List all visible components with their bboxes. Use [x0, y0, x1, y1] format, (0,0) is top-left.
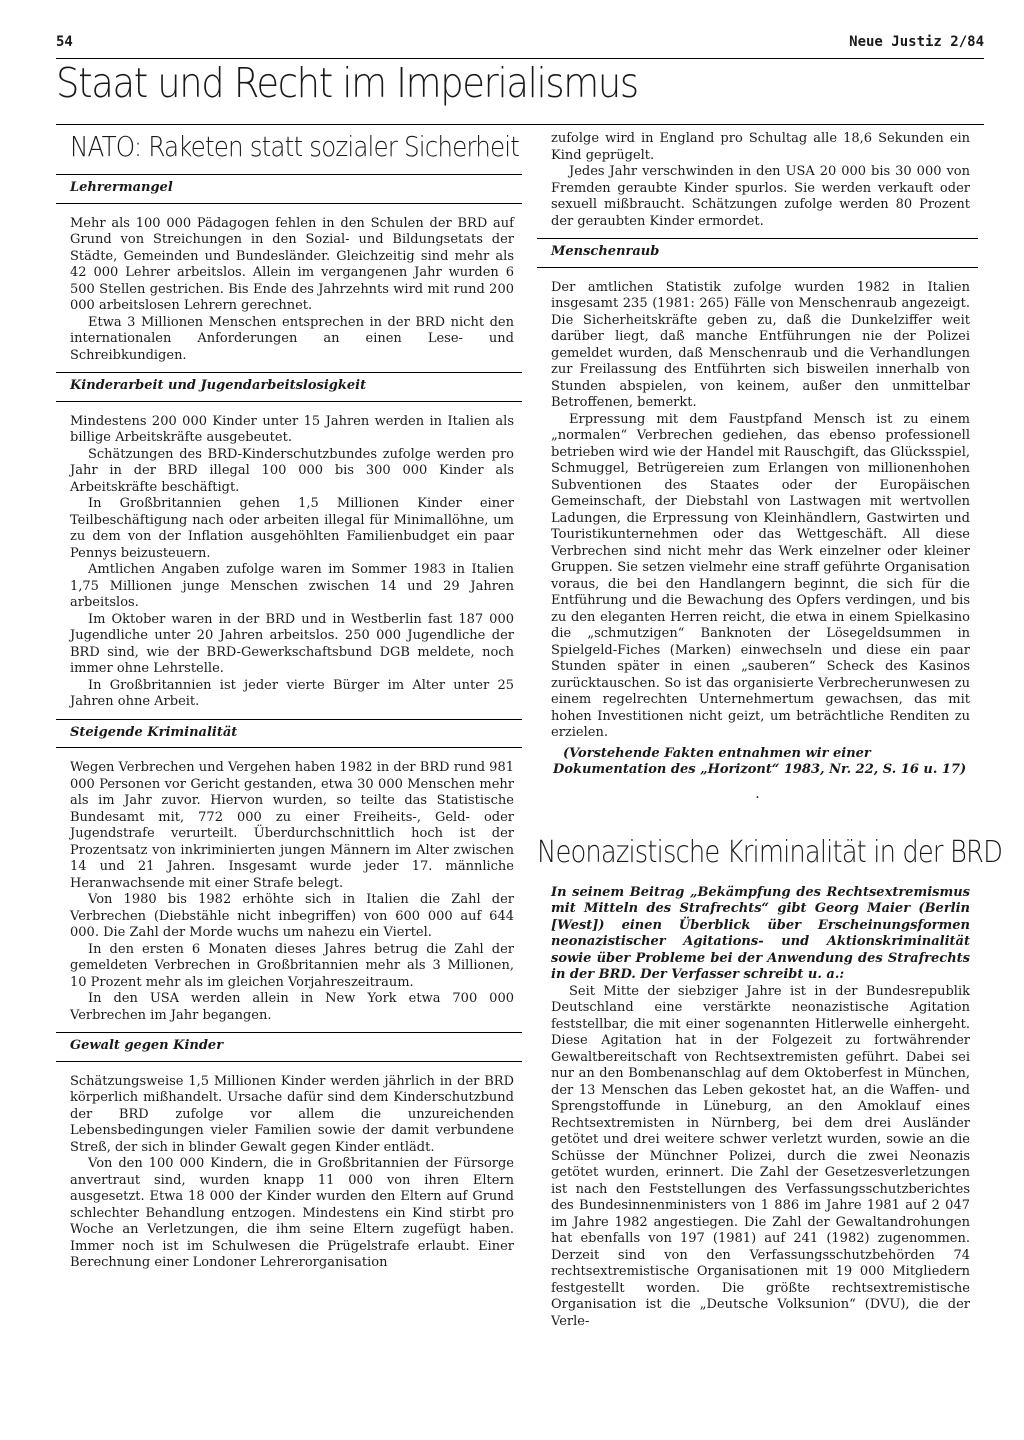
separator-dot-icon: ·: [755, 789, 760, 806]
paragraph: Schätzungen des BRD-Kinderschutzbundes zufolge werden pro Jahr in der BRD illegal 100 000 bis 300 000 Kinder als Arbeitskräfte beschäftigt.: [70, 446, 514, 495]
paragraph: Von den 100 000 Kindern, die in Großbritannien der Fürsorge anvertraut sind, wurden knapp 11 000 von ihren Eltern ausgesetzt. Etwa 18 000 der Kinder wurden den Eltern auf Grund schlechter Behandlung entzogen. Mindestens ein Kind stirbt pro Woche an Verletzungen, die ihm seine Eltern zugefügt haben. Immer noch ist im Schulwesen die Prügelstrafe erlaubt. Einer Berechnung einer Londoner Lehrerorganisation: [70, 1156, 514, 1270]
paragraph: In Großbritannien gehen 1,5 Millionen Kinder einer Teilbeschäftigung nach oder arbeiten illegal für Minimallöhne, um zu dem von der Inflation ausgehöhlten Familienbudget ein paar Pennys beizusteuern.: [70, 496, 514, 561]
paragraph: In den ersten 6 Monaten dieses Jahres betrug die Zahl der gemeldeten Verbrechen in Großbritannien mehr als 3 Millionen, 10 Prozent mehr als im gleichen Vorjahreszeitraum.: [70, 941, 514, 990]
section-title: Staat und Recht im Imperialismus: [56, 59, 638, 107]
subheading: Lehrermangel: [56, 174, 522, 204]
section-body: [56, 216, 522, 365]
paragraph: Wegen Verbrechen und Vergehen haben 1982 in der BRD rund 981 000 Personen vor Gericht gestanden, etwa 30 000 Menschen mehr als im Jahr zuvor. Hiervon wurden, so teilte das Statistische Bundesamt mit, 772 000 zu einer Freiheits-, Geld- oder Jugendstrafe verurteilt. Überdurchschnittlich hoch ist der Prozentsatz von inkriminierten jungen Männern im Alter zwischen 14 und 21 Jahren. Insgesamt wurde jeder 17. männliche Heranwachsende mit einer Strafe belegt.: [70, 760, 514, 891]
article-title: NATO: Raketen statt sozialer Sicherheit: [70, 130, 520, 163]
right-column: [537, 131, 1003, 1330]
section-body: [56, 414, 522, 711]
article-body: [537, 885, 978, 1331]
subheading: Steigende Kriminalität: [56, 719, 522, 749]
paragraph: Etwa 3 Millionen Menschen entsprechen in der BRD nicht den internationalen Anforderungen an einen Lese- und Schreibkundigen.: [70, 314, 514, 363]
source-note: (Vorstehende Fakten entnahmen wir einer Dokumentation des „Horizont“ 1983, Nr. 22, S. 16 u. 17): [553, 745, 967, 777]
paragraph: Amtlichen Angaben zufolge waren im Sommer 1983 in Italien 1,75 Millionen junge Menschen zwischen 14 und 29 Jahren arbeitslos.: [70, 562, 514, 610]
section-body: [537, 280, 978, 742]
title-rule: [56, 124, 984, 125]
paragraph: Von 1980 bis 1982 erhöhte sich in Italien die Zahl der Verbrechen (Diebstähle nicht inbegriffen) von 600 000 auf 644 000. Die Zahl der Morde wuchs um nahezu ein Viertel.: [70, 892, 514, 940]
paragraph: Erpressung mit dem Faustpfand Mensch ist zu einem „normalen“ Verbrechen gediehen, das ebenso professionell betrieben wird wie der Handel mit Rauschgift, das Glücksspiel, Schmuggel, Betrügereien zum Erlangen von millionenhohen Subventionen des Staates oder der Europäischen Gemeinschaft, der Diebstahl von Lastwagen mit wertvollen Ladungen, die Erpressung von Kleinhändlern, Gastwirten und Touristikunternehmen oder das Wettgeschäft. All diese Verbrechen sind nicht mehr das Werk einzelner oder kleiner Gruppen. Sie setzen vielmehr eine straff geführte Organisation voraus, die bei den Handlangern beginnt, die sich für die Entführung und die Bewachung des Opfers verdingen, und bis zu den eleganten Herren reicht, die etwa in einem Spielkasino die „schmutzigen“ Banknoten der Lösegeldsummen in Spielgeld-Fiches (Marken) einwechseln und diese ein paar Stunden später in einen „sauberen“ Scheck des Kasinos zurücktauschen. So ist das organisierte Verbrecherunwesen zu einem regelrechten Unternehmertum gewachsen, das mit hohen Investitionen nicht geizt, um beträchtliche Renditen zu erzielen.: [551, 411, 970, 740]
lead-paragraph: In seinem Beitrag „Bekämpfung des Rechtsextremismus mit Mitteln des Strafrechts“ gibt Georg Maier (Berlin [West]) einen Überblick über Erscheinungsformen neonazistischer Agitations- und Aktionskriminalität sowie über Probleme bei der Anwendung des Strafrechts in der BRD. Der Verfasser schreibt u. a.:: [551, 884, 970, 982]
paragraph: Mindestens 200 000 Kinder unter 15 Jahren werden in Italien als billige Arbeitskräfte ausgebeutet.: [70, 413, 514, 445]
page-number: 54: [56, 34, 73, 50]
continuation-text: [537, 131, 978, 230]
paragraph: In Großbritannien ist jeder vierte Bürger im Alter unter 25 Jahren ohne Arbeit.: [70, 677, 514, 709]
journal-issue: Neue Justiz 2/84: [849, 34, 984, 50]
section-body: [56, 1074, 522, 1272]
section-body: [56, 760, 522, 1024]
subheading: Gewalt gegen Kinder: [56, 1032, 522, 1062]
paragraph: Jedes Jahr verschwinden in den USA 20 000 bis 30 000 von Fremden geraubte Kinder spurlos. Sie werden verkauft oder sexuell mißbraucht. Schätzungen zufolge werden 80 Prozent der geraubten Kinder ermordet.: [551, 164, 970, 229]
paragraph: In den USA werden allein in New York etwa 700 000 Verbrechen im Jahr begangen.: [70, 991, 514, 1023]
subheading: Kinderarbeit und Jugendarbeitslosigkeit: [56, 372, 522, 402]
paragraph: Im Oktober waren in der BRD und in Westberlin fast 187 000 Jugendliche unter 20 Jahren arbeitslos. 250 000 Jugendliche der BRD sind, wie der BRD-Gewerkschaftsbund DGB meldete, noch immer ohne Lehrstelle.: [70, 611, 514, 676]
left-column: [56, 130, 522, 1272]
paragraph: Mehr als 100 000 Pädagogen fehlen in den Schulen der BRD auf Grund von Streichungen in den Sozial- und Bildungsetats der Städte, Gemeinden und Bundesländer. Gleichzeitig sind mehr als 42 000 Lehrer arbeitslos. Allein im vergangenen Jahr wurden 6 500 Stellen gestrichen. Bis Ende des Jahrzehnts wird mit rund 200 000 arbeitslosen Lehrern gerechnet.: [70, 215, 514, 313]
article-title: Neonazistische Kriminalität in der BRD: [537, 834, 1003, 870]
paragraph: Seit Mitte der siebziger Jahre ist in der Bundesrepublik Deutschland eine verstärkte neonazistische Agitation feststellbar, die mit einer sogenannten Hitlerwelle einhergeht. Diese Agitation hat in der Folgezeit zu fortwährender Gewaltbereitschaft von Rechtsextremisten geführt. Dabei sei nur an den Bombenanschlag auf dem Oktoberfest in München, der 13 Menschen das Leben gekostet hat, an die Waffen- und Sprengstoffunde in Lüneburg, an den Amoklauf eines Rechtsextremisten in Nürnberg, bei dem drei Ausländer getötet und drei weitere schwer verletzt wurden, sowie an die Schüsse der Münchner Polizei, durch die zwei Neonazis getötet wurden, erinnert. Die Zahl der Gesetzesverletzungen ist nach den Feststellungen des Verfassungsschutzberichtes des Bundesinnenministers von 1 886 im Jahre 1981 auf 2 047 im Jahre 1982 angestiegen. Die Zahl der Gewaltandrohungen hat ebenfalls von 197 (1981) auf 241 (1982) zugenommen. Derzeit sind von den Verfassungsschutzbehörden 74 rechtsextremistische Organisationen mit 19 000 Mitgliedern festgestellt worden. Die größte rechtsextremistische Organisation ist die „Deutsche Volksunion“ (DVU), die der Verle-: [551, 983, 970, 1329]
subheading: Menschenraub: [537, 238, 978, 268]
paragraph: zufolge wird in England pro Schultag alle 18,6 Sekunden ein Kind geprügelt.: [551, 131, 970, 163]
paragraph: Schätzungsweise 1,5 Millionen Kinder werden jährlich in der BRD körperlich mißhandelt. Ursache dafür sind dem Kinderschutzbund der BRD zufolge vor allem die unzureichenden Lebensbedingungen vieler Familien sowie der damit verbundene Streß, der sich in blinder Gewalt gegen Kinder entlädt.: [70, 1073, 514, 1155]
paragraph: Der amtlichen Statistik zufolge wurden 1982 in Italien insgesamt 235 (1981: 265) Fälle von Menschenraub angezeigt. Die Sicherheitskräfte geben zu, daß die Dunkelziffer weit darüber liegt, daß manche Entführungen nie der Polizei gemeldet wurden, daß Menschenraub und die Verhandlungen zur Freilassung des Entführten sich bisweilen innerhalb von Stunden abspielen, von keinem, außer den unmittelbar Betroffenen, bemerkt.: [551, 279, 970, 410]
